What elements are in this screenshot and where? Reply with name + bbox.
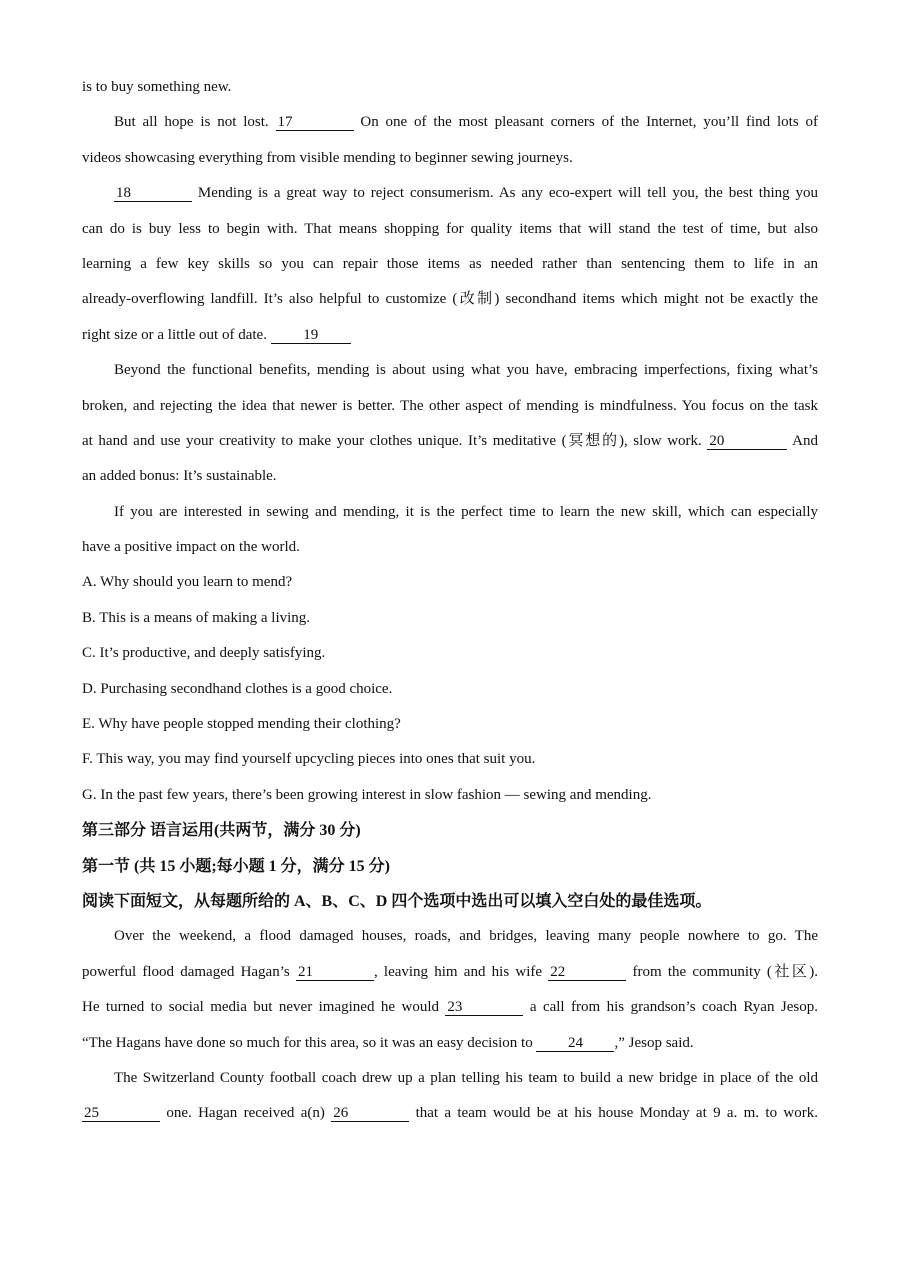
text: at hand and use your creativity to make your clothes unique. It’s meditative (冥想的), slow work. — [82, 432, 702, 449]
section-one-heading — [82, 849, 818, 884]
text: from the community (社区). — [632, 963, 818, 980]
option-d — [82, 672, 818, 707]
text: He turned to social media but never imagined he would — [82, 999, 439, 1016]
text-line — [82, 424, 818, 459]
heading-text: 第一节 (共 15 小题;每小题 1 分，满分 15 分) — [82, 857, 390, 875]
blank-19: 19 — [271, 328, 351, 344]
text: learning a few key skills so you can repair those items as needed rather than sentencing them to life in an — [82, 255, 818, 272]
text: that a team would be at his house Monday at 9 a. m. to work. — [415, 1105, 818, 1122]
text-line — [82, 990, 818, 1025]
text-line — [82, 105, 818, 140]
text: can do is buy less to begin with. That means shopping for quality items that will stand the test of time, but also — [82, 220, 818, 237]
blank-20: 20 — [707, 434, 787, 450]
text: The Switzerland County football coach drew up a plan telling his team to build a new bridge in place of the old — [114, 1069, 818, 1086]
text-line — [82, 919, 818, 954]
heading-text: 第三部分 语言运用(共两节，满分 30 分) — [82, 822, 361, 840]
text-line — [82, 530, 818, 565]
option-a — [82, 565, 818, 600]
option-f — [82, 742, 818, 777]
text: “The Hagans have done so much for this area, so it was an easy decision to — [82, 1034, 533, 1051]
option-text: G. In the past few years, there’s been growing interest in slow fashion — sewing and mending. — [82, 786, 652, 803]
text: right size or a little out of date. — [82, 326, 267, 343]
document-page — [82, 70, 818, 1132]
text-line — [82, 1096, 818, 1131]
text-line — [82, 318, 818, 353]
text-line — [82, 70, 818, 105]
instruction-heading — [82, 884, 818, 919]
text: one. Hagan received a(n) — [166, 1105, 325, 1122]
blank-17: 17 — [276, 115, 354, 131]
blank-22: 22 — [548, 965, 626, 981]
text-line — [82, 176, 818, 211]
text-line — [82, 1026, 818, 1061]
text: And — [792, 432, 818, 449]
text: If you are interested in sewing and mending, it is the perfect time to learn the new skill, which can especially — [114, 503, 818, 520]
text: , leaving him and his wife — [373, 963, 543, 980]
text: an added bonus: It’s sustainable. — [82, 468, 277, 485]
option-text: D. Purchasing secondhand clothes is a good choice. — [82, 680, 393, 697]
text: broken, and rejecting the idea that newer is better. The other aspect of mending is mindfulness. You focus on the task — [82, 397, 818, 414]
option-g — [82, 778, 818, 813]
text-line — [82, 1061, 818, 1096]
text: On one of the most pleasant corners of the Internet, you’ll find lots of — [360, 114, 818, 131]
text-line — [82, 495, 818, 530]
text-line — [82, 212, 818, 247]
text: videos showcasing everything from visible mending to beginner sewing journeys. — [82, 149, 573, 166]
text-line — [82, 141, 818, 176]
option-text: C. It’s productive, and deeply satisfying. — [82, 645, 326, 662]
heading-text: 阅读下面短文，从每题所给的 A、B、C、D 四个选项中选出可以填入空白处的最佳选项。 — [82, 892, 712, 910]
text-line — [82, 353, 818, 388]
option-e — [82, 707, 818, 742]
option-b — [82, 601, 818, 636]
blank-25: 25 — [82, 1106, 160, 1122]
option-c — [82, 636, 818, 671]
text: powerful flood damaged Hagan’s — [82, 963, 290, 980]
text: ,” Jesop said. — [614, 1034, 694, 1051]
text: is to buy something new. — [82, 79, 232, 95]
text: But all hope is not lost. — [114, 114, 269, 131]
option-text: E. Why have people stopped mending their clothing? — [82, 716, 401, 733]
text: Over the weekend, a flood damaged houses, roads, and bridges, leaving many people nowhere to go. The — [114, 928, 818, 945]
text: have a positive impact on the world. — [82, 539, 300, 556]
blank-18: 18 — [114, 186, 192, 202]
text-line — [82, 955, 818, 990]
text: a call from his grandson’s coach Ryan Jesop. — [529, 999, 818, 1016]
blank-21: 21 — [296, 965, 374, 981]
blank-26: 26 — [331, 1106, 409, 1122]
text: Beyond the functional benefits, mending is about using what you have, embracing imperfections, fixing what’s — [114, 362, 818, 379]
text: already-overflowing landfill. It’s also helpful to customize (改制) secondhand items which might not be exactly the — [82, 291, 818, 308]
option-text: B. This is a means of making a living. — [82, 609, 311, 626]
text-line — [82, 247, 818, 282]
part-three-heading — [82, 813, 818, 848]
text-line — [82, 459, 818, 494]
text-line — [82, 389, 818, 424]
text: Mending is a great way to reject consumerism. As any eco-expert will tell you, the best thing you — [197, 185, 818, 202]
blank-24: 24 — [536, 1036, 614, 1052]
option-text: A. Why should you learn to mend? — [82, 574, 293, 591]
blank-23: 23 — [445, 1000, 523, 1016]
text-line — [82, 282, 818, 317]
option-text: F. This way, you may find yourself upcycling pieces into ones that suit you. — [82, 751, 536, 768]
